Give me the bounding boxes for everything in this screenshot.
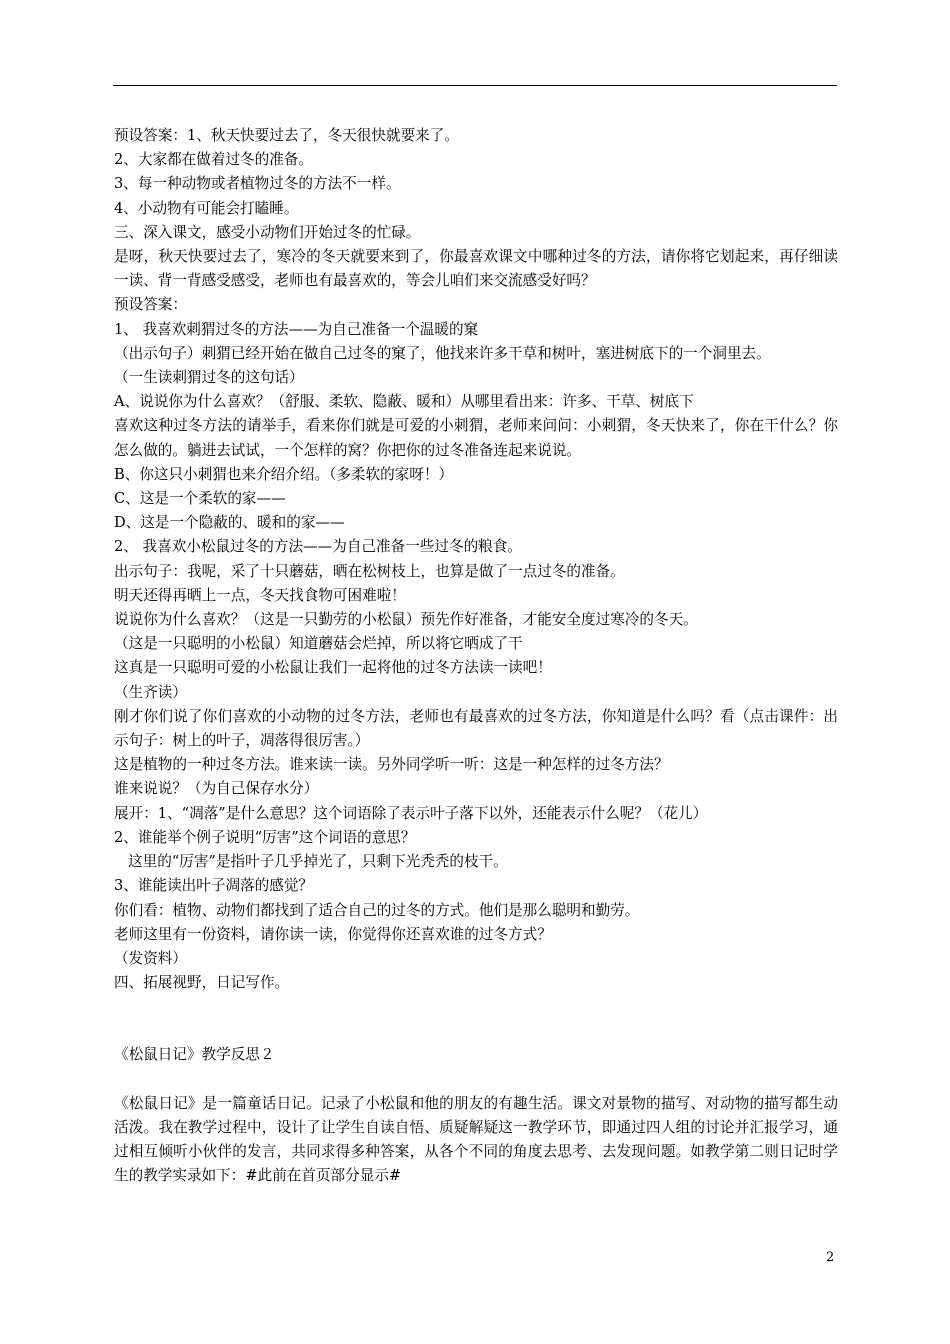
text-line: A、说说你为什么喜欢？（舒服、柔软、隐蔽、暖和）从哪里看出来：许多、干草、树底下 [114, 393, 694, 411]
text-line: 2、 我喜欢小松鼠过冬的方法——为自己准备一些过冬的粮食。 [114, 538, 522, 556]
text-line: 展开：1、“凋落”是什么意思？这个词语除了表示叶子落下以外，还能表示什么呢？（花儿） [114, 804, 708, 822]
text-line: （一生读刺猬过冬的这句话） [114, 369, 304, 387]
text-paragraph: 刚才你们说了你们喜欢的小动物的过冬方法，老师也有最喜欢的过冬方法，你知道是什么吗？看（点击课件：出示句子：树上的叶子，凋落得很厉害。） [114, 707, 838, 750]
text-line: 说说你为什么喜欢？（这是一只勤劳的小松鼠）预先作好准备，才能安全度过寒冷的冬天。 [114, 611, 698, 629]
text-line: D、这是一个隐蔽的、暖和的家—— [114, 514, 345, 532]
text-line: 2、大家都在做着过冬的准备。 [114, 151, 314, 169]
text-line: 3、谁能读出叶子凋落的感觉？ [114, 877, 314, 895]
text-line: 老师这里有一份资料，请你读一读，你觉得你还喜欢谁的过冬方式？ [114, 925, 552, 943]
text-line: 4、小动物有可能会打瞌睡。 [114, 199, 299, 217]
text-line: 1、 我喜欢刺猬过冬的方法——为自己准备一个温暖的窠 [114, 320, 479, 338]
text-line: 预设答案： [114, 296, 187, 314]
text-line: B、你这只小刺猬也来介绍介绍。（多柔软的家呀！） [114, 465, 454, 483]
text-paragraph: 是呀，秋天快要过去了，寒冷的冬天就要来到了，你最喜欢课文中哪种过冬的方法，请你将它划起来，再仔细读一读、背一背感受感受，老师也有最喜欢的，等会儿咱们来交流感受好吗？ [114, 248, 838, 290]
text-line: 预设答案：1、秋天快要过去了，冬天很快就要来了。 [114, 127, 459, 144]
text-line: 出示句子：我呢，采了十只蘑菇，晒在松树枝上，也算是做了一点过冬的准备。 [114, 562, 625, 580]
text-line: C、这是一个柔软的家—— [114, 490, 286, 508]
section-heading: 四、拓展视野，日记写作。 [114, 974, 290, 992]
text-line: 你们看：植物、动物们都找到了适合自己的过冬的方式。他们是那么聪明和勤劳。 [114, 901, 640, 919]
header-rule [113, 85, 837, 86]
text-line: （生齐读） [114, 683, 187, 701]
spacer [114, 1068, 838, 1092]
section-heading: 三、深入课文，感受小动物们开始过冬的忙碌。 [114, 223, 421, 241]
text-line: 这是植物的一种过冬方法。谁来读一读。另外同学听一听：这是一种怎样的过冬方法？ [114, 756, 669, 774]
text-line: 谁来说说？（为自己保存水分） [114, 780, 319, 798]
text-line: 这真是一只聪明可爱的小松鼠让我们一起将他的过冬方法读一读吧！ [114, 659, 552, 677]
reflection-title: 《松鼠日记》教学反思２ [114, 1046, 275, 1064]
page-number: 2 [826, 1250, 835, 1265]
text-line: （这是一只聪明的小松鼠）知道蘑菇会烂掉，所以将它晒成了干 [114, 635, 523, 653]
text-line: 明天还得再晒上一点，冬天找食物可困难啦！ [114, 586, 406, 604]
text-line: 这里的“厉害”是指叶子几乎掉光了，只剩下光秃秃的枝干。 [128, 853, 508, 871]
spacer [114, 995, 838, 1043]
reflection-paragraph: 《松鼠日记》是一篇童话日记。记录了小松鼠和他的朋友的有趣生活。课文对景物的描写、对动物的描写都生动活泼。我在教学过程中，设计了让学生自读自悟、质疑解疑这一教学环节，即通过四人组的讨论并汇报学习，通过相互倾听小伙伴的发言，共同求得多种答案，从各个不同的角度去思考、去发现问题。如教学第二则日记时学生的教学实录如下：#此前在首页部分显示# [114, 1094, 838, 1185]
text-line: 2、谁能举个例子说明“厉害”这个词语的意思？ [114, 828, 416, 846]
document-body [114, 124, 838, 1188]
text-line: （发资料） [114, 949, 187, 967]
text-line: （出示句子）刺猬已经开始在做自己过冬的窠了，他找来许多干草和树叶，塞进树底下的一个洞里去。 [114, 344, 771, 362]
text-line: 3、每一种动物或者植物过冬的方法不一样。 [114, 175, 401, 193]
text-paragraph: 喜欢这种过冬方法的请举手，看来你们就是可爱的小刺猬，老师来问问：小刺猬，冬天快来了，你在干什么？你怎么做的。躺进去试试，一个怎样的窝？你把你的过冬准备连起来说说。 [114, 417, 838, 459]
